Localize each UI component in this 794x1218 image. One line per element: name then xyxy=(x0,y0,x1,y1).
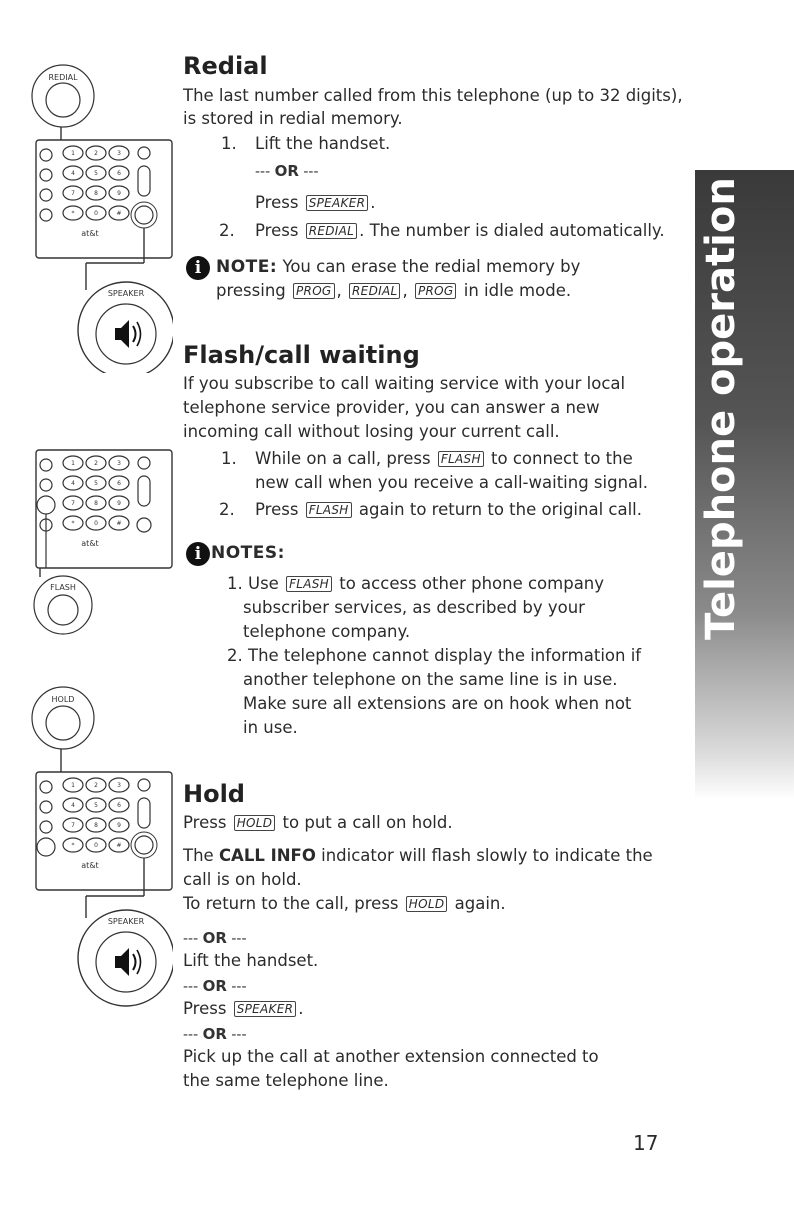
svg-text:1: 1 xyxy=(71,150,75,157)
brand-text: at&t xyxy=(81,229,99,238)
hold-line4: To return to the call, press HOLD again. xyxy=(183,894,506,913)
svg-text:SPEAKER: SPEAKER xyxy=(107,917,145,926)
flash-note1: 1. Use FLASH to access other phone company xyxy=(227,574,605,593)
svg-text:9: 9 xyxy=(117,190,121,197)
svg-text:#: # xyxy=(116,842,122,849)
svg-text:3: 3 xyxy=(117,150,121,157)
side-tab-label: Telephone operation xyxy=(698,177,744,640)
hold-key: HOLD xyxy=(406,896,448,912)
page-number: 17 xyxy=(633,1131,659,1155)
hold-line1: Press HOLD to put a call on hold. xyxy=(183,813,453,832)
svg-text:*: * xyxy=(71,210,75,217)
svg-text:0: 0 xyxy=(94,210,98,217)
svg-text:7: 7 xyxy=(71,500,75,507)
svg-text:6: 6 xyxy=(117,170,121,177)
hold-key: HOLD xyxy=(234,815,276,831)
flash-button-text: FLASH xyxy=(50,583,76,592)
hold-heading: Hold xyxy=(183,780,245,808)
svg-text:1: 1 xyxy=(71,782,75,789)
flash-notes-label: NOTES: xyxy=(211,543,285,563)
hold-or-2: --- OR --- xyxy=(183,977,247,995)
flash-key: FLASH xyxy=(286,576,332,592)
svg-text:6: 6 xyxy=(117,802,121,809)
hold-or-1: --- OR --- xyxy=(183,929,247,947)
svg-text:4: 4 xyxy=(71,802,75,809)
redial-note: NOTE: You can erase the redial memory by xyxy=(216,257,581,277)
flash-intro: If you subscribe to call waiting service with your local xyxy=(183,374,626,393)
svg-text:#: # xyxy=(116,210,122,217)
flash-note2: 2. The telephone cannot display the information if xyxy=(227,646,642,665)
svg-text:4: 4 xyxy=(71,170,75,177)
flash-keypad-illustration xyxy=(28,440,173,640)
svg-text:3: 3 xyxy=(117,460,121,467)
svg-text:2: 2 xyxy=(94,782,98,789)
svg-text:2: 2 xyxy=(94,460,98,467)
hold-lift: Lift the handset. xyxy=(183,951,319,970)
hold-press-speaker: Press SPEAKER . xyxy=(183,999,304,1018)
svg-text:*: * xyxy=(71,520,75,527)
svg-text:0: 0 xyxy=(94,842,98,849)
svg-text:0: 0 xyxy=(94,520,98,527)
speaker-button-text: SPEAKER xyxy=(107,289,145,298)
svg-text:#: # xyxy=(116,520,122,527)
svg-text:5: 5 xyxy=(94,170,98,177)
svg-text:8: 8 xyxy=(94,190,98,197)
hold-button-text: HOLD xyxy=(51,695,75,704)
flash-step1: While on a call, press FLASH to connect to the xyxy=(255,449,633,468)
redial-heading: Redial xyxy=(183,52,268,80)
redial-or: --- OR --- xyxy=(255,162,319,180)
redial-step1-num: 1. xyxy=(221,134,237,153)
hold-or-3: --- OR --- xyxy=(183,1025,247,1043)
redial-button-text: REDIAL xyxy=(48,73,78,82)
flash-key: FLASH xyxy=(306,502,352,518)
svg-text:7: 7 xyxy=(71,822,75,829)
redial-keypad-illustration xyxy=(28,58,173,373)
svg-text:6: 6 xyxy=(117,480,121,487)
redial-key: REDIAL xyxy=(349,283,400,299)
redial-key: REDIAL xyxy=(306,223,357,239)
flash-key: FLASH xyxy=(438,451,484,467)
redial-press-speaker: Press SPEAKER . xyxy=(255,193,376,212)
hold-keypad-illustration xyxy=(28,668,173,1013)
svg-text:8: 8 xyxy=(94,500,98,507)
svg-text:9: 9 xyxy=(117,500,121,507)
svg-text:2: 2 xyxy=(94,150,98,157)
prog-key: PROG xyxy=(293,283,335,299)
speaker-key: SPEAKER xyxy=(234,1001,297,1017)
svg-text:*: * xyxy=(71,842,75,849)
svg-text:4: 4 xyxy=(71,480,75,487)
svg-text:5: 5 xyxy=(94,480,98,487)
svg-text:7: 7 xyxy=(71,190,75,197)
svg-text:8: 8 xyxy=(94,822,98,829)
redial-step1-text: Lift the handset. xyxy=(255,134,391,153)
prog-key: PROG xyxy=(415,283,457,299)
redial-step2-text: Press REDIAL . The number is dialed automatically. xyxy=(255,221,665,240)
svg-text:5: 5 xyxy=(94,802,98,809)
flash-step2: Press FLASH again to return to the original call. xyxy=(255,500,643,519)
svg-text:9: 9 xyxy=(117,822,121,829)
info-icon: i xyxy=(186,542,210,566)
svg-text:at&t: at&t xyxy=(81,861,99,870)
hold-pickup: Pick up the call at another extension connected to xyxy=(183,1047,599,1066)
svg-text:at&t: at&t xyxy=(81,539,99,548)
info-icon: i xyxy=(186,256,210,280)
flash-heading: Flash/call waiting xyxy=(183,341,420,369)
redial-intro: The last number called from this telephone (up to 32 digits), xyxy=(183,86,683,105)
svg-text:3: 3 xyxy=(117,782,121,789)
speaker-key: SPEAKER xyxy=(306,195,369,211)
svg-text:1: 1 xyxy=(71,460,75,467)
hold-line2: The CALL INFO indicator will flash slowly to indicate the xyxy=(183,846,653,865)
